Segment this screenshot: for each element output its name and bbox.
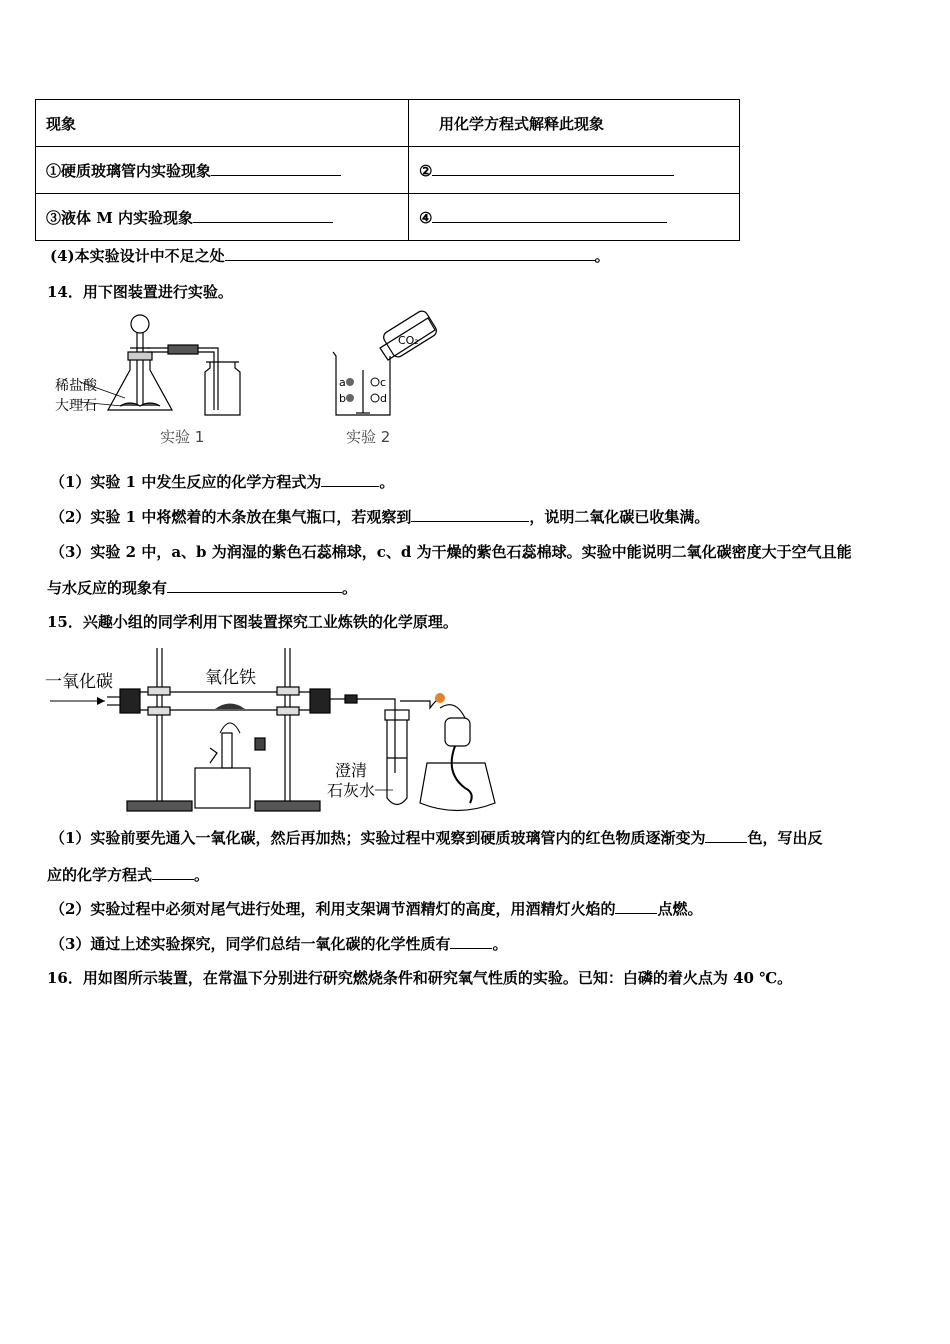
q16-title: 16．用如图所示装置，在常温下分别进行研究燃烧条件和研究氧气性质的实验。已知：白磷的着火点为 40 ℃。 (47, 969, 793, 987)
delivery-tube (147, 345, 218, 410)
table-header-phenomenon: 现象 (36, 100, 409, 147)
answer-blank[interactable] (432, 161, 674, 176)
observation-table (35, 99, 740, 241)
label-marble: 大理石 (55, 398, 97, 414)
ball-label-a: a (339, 376, 346, 389)
table-row (36, 147, 740, 194)
answer-blank[interactable] (225, 246, 595, 261)
tail-gas-flame (435, 693, 445, 703)
table-cell: ①硬质玻璃管内实验现象 (36, 147, 409, 194)
q15-part3: （3）通过上述实验探究，同学们总结一氧化碳的化学性质有 。 (50, 935, 508, 953)
label-iron-oxide: 氧化铁 (205, 668, 256, 688)
label-carbon-monoxide: 一氧化碳 (45, 672, 113, 692)
table-cell: ③液体 M 内实验现象 (36, 194, 409, 241)
q14-part3: （3）实验 2 中，a、b 为润湿的紫色石蕊棉球，c、d 为干燥的紫色石蕊棉球。实验中能说明二氧化碳密度大于空气且能 (50, 543, 852, 561)
q14-part3-cont: 与水反应的现象有 。 (47, 579, 358, 597)
table-cell: ④ (409, 194, 740, 241)
q13-part4: (4)本实验设计中不足之处 。 (50, 247, 610, 265)
ball-label-d: d (380, 392, 387, 405)
ball-d (371, 394, 379, 402)
answer-blank[interactable] (450, 934, 492, 949)
answer-blank[interactable] (152, 865, 194, 880)
label-limewater-1: 澄清 (335, 761, 368, 780)
q15-title: 15．兴趣小组的同学利用下图装置探究工业炼铁的化学原理。 (47, 613, 458, 631)
answer-blank[interactable] (615, 899, 657, 914)
answer-blank[interactable] (167, 578, 342, 593)
table-header-row (36, 100, 740, 147)
ball-a (346, 378, 354, 386)
caption-experiment-1: 实验 1 (160, 428, 205, 446)
q14-part1: （1）实验 1 中发生反应的化学方程式为 。 (50, 473, 395, 491)
ball-c (371, 378, 379, 386)
answer-blank[interactable] (211, 161, 341, 176)
q15-part1: （1）实验前要先通入一氧化碳，然后再加热；实验过程中观察到硬质玻璃管内的红色物质逐渐变为 色，写出反 (50, 829, 823, 847)
burner-flame (220, 723, 240, 733)
q14-figure (50, 310, 450, 455)
table-cell: ② (409, 147, 740, 194)
iron-oxide-powder (215, 704, 245, 710)
iron-stand-right (255, 648, 320, 811)
conical-flask (108, 352, 172, 410)
ball-label-c: c (380, 376, 387, 389)
q15-part1-cont: 应的化学方程式 。 (47, 866, 210, 884)
q15-part2: （2）实验过程中必须对尾气进行处理，利用支架调节酒精灯的高度，用酒精灯火焰的 点燃。 (50, 900, 703, 918)
ball-label-b: b (339, 392, 346, 405)
label-hydrochloric-acid: 稀盐酸 (55, 378, 97, 394)
q14-part2: （2）实验 1 中将燃着的木条放在集气瓶口，若观察到 ，说明二氧化碳已收集满。 (50, 508, 710, 526)
label-limewater-2: 石灰水 (327, 781, 376, 800)
gas-jar (205, 362, 240, 415)
answer-blank[interactable] (193, 208, 333, 223)
answer-blank[interactable] (321, 472, 379, 487)
q14-title: 14．用下图装置进行实验。 (47, 283, 233, 301)
alcohol-lamp (420, 705, 495, 811)
answer-blank[interactable] (411, 507, 529, 522)
hard-glass-tube (107, 689, 345, 713)
answer-blank[interactable] (432, 208, 667, 223)
caption-experiment-2: 实验 2 (346, 428, 391, 446)
iron-stand-left (127, 648, 192, 811)
answer-blank[interactable] (705, 828, 747, 843)
co2-label: CO₂ (398, 334, 419, 347)
table-header-equation: 用化学方程式解释此现象 (409, 100, 740, 147)
q15-figure (45, 643, 515, 818)
ball-b (346, 394, 354, 402)
alcohol-burner-stand (195, 733, 265, 808)
table-row (36, 194, 740, 241)
